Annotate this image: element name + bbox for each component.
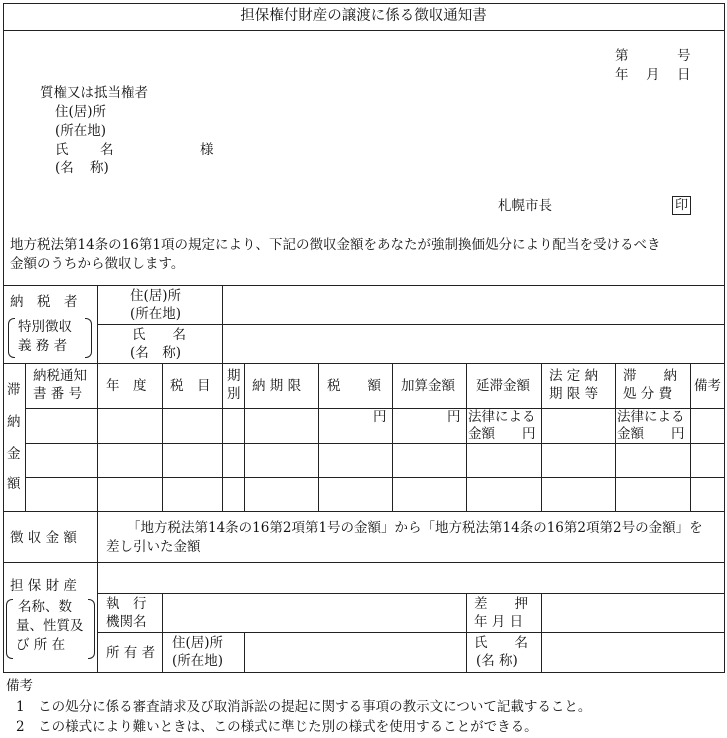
collection-bottom-line [3, 562, 725, 563]
tax-amount-yen: 円 [373, 409, 387, 425]
addressee-name-paren-2: 称) [90, 160, 109, 176]
addressee-honorific: 様 [200, 142, 214, 158]
arrears-col-line-6 [318, 363, 319, 511]
taxpayer-bracket-left [8, 318, 15, 358]
taxpayer-address-paren: (所在地) [130, 306, 182, 322]
taxpayer-name-label: 氏 名 [132, 327, 186, 343]
arrears-col-line-2 [97, 363, 98, 511]
header-additional: 加算金額 [401, 378, 455, 394]
intro-text-line2: 金額のうちから徴収します。 [10, 256, 185, 272]
additional-amount-yen: 円 [447, 409, 461, 425]
header-year: 年 度 [106, 378, 147, 394]
header-fee-2: 処 分 費 [623, 386, 673, 402]
arrears-bottom-line [3, 511, 725, 512]
taxpayer-bracket-right [85, 318, 92, 358]
document-number-suffix: 号 [677, 48, 691, 64]
seizure-date-label-1: 差 押 [474, 596, 528, 612]
arrears-col-line-7 [392, 363, 393, 511]
collateral-sub-3: び 所 在 [16, 637, 66, 653]
arrears-side-char-1: 滞 [7, 382, 21, 398]
arrears-col-line-11 [690, 363, 691, 511]
document-number-label: 第 [615, 48, 629, 64]
owner-name-label-1: 氏 名 [474, 635, 528, 651]
collateral-line-1 [97, 593, 725, 594]
arrears-col-line-9 [541, 363, 542, 511]
owner-address-label-2: (所在地) [172, 653, 224, 669]
owner-name-label-2: (名 称) [476, 653, 518, 669]
header-fee-1: 滞 納 [623, 368, 677, 384]
addressee-address-paren: (所在地) [55, 123, 107, 139]
owner-address-label-1: 住(居)所 [172, 635, 224, 651]
collateral-sub-2: 量、性質及 [16, 618, 84, 634]
arrears-col-line-3 [162, 363, 163, 511]
form-frame [3, 3, 725, 673]
date-year: 年 [615, 67, 629, 83]
header-notice-no-2: 書 番 号 [33, 386, 83, 402]
collection-text-line1: 「地方税法第14条の16第2項第1号の金額」から「地方税法第14条の16第2項第2号の金額」を [127, 520, 703, 536]
arrears-col-line-10 [615, 363, 616, 511]
collection-amount-label: 徴 収 金 額 [10, 530, 77, 546]
header-legal-2: 期 限 等 [549, 386, 599, 402]
header-notice-no-1: 納税通知 [33, 368, 87, 384]
addressee-name-label-1: 氏 [55, 142, 69, 158]
delinquent-note-1: 法律による [468, 409, 536, 425]
collateral-bracket-left [6, 599, 13, 659]
taxpayer-address-label: 住(居)所 [130, 288, 182, 304]
execution-agency-label-2: 機関名 [106, 614, 147, 630]
collateral-bracket-right [88, 599, 95, 659]
fee-note-2: 金額 円 [617, 426, 685, 442]
header-delinquent: 延滞金額 [476, 378, 530, 394]
taxpayer-sub-label-2: 義 務 者 [18, 338, 68, 354]
taxpayer-mid-line [97, 324, 725, 325]
taxpayer-name-paren: (名 称) [130, 345, 182, 361]
collateral-label: 担 保 財 産 [10, 578, 77, 594]
title-divider [3, 30, 725, 31]
collateral-col-4 [541, 593, 542, 673]
header-period-2: 別 [227, 386, 241, 402]
header-due-date: 納 期 限 [252, 378, 302, 394]
addressee-name-label-2: 名 [100, 142, 114, 158]
arrears-col-line-8 [466, 363, 467, 511]
arrears-col-line-5 [244, 363, 245, 511]
addressee-role: 質権又は抵当権者 [40, 85, 148, 101]
intro-text-line1: 地方税法第14条の16第1項の規定により、下記の徴収金額をあなたが強制換価処分により配当を受けるべき [10, 237, 661, 253]
execution-agency-label-1: 執 行 [106, 596, 147, 612]
collateral-line-2 [97, 632, 725, 633]
collection-divider [97, 511, 98, 673]
notes-item-1: 1 この処分に係る審査請求及び取消訴訟の提起に関する事項の教示文について記載すること。 [16, 699, 592, 715]
taxpayer-label: 納 税 者 [10, 294, 78, 310]
collateral-sub-1: 名称、数 [18, 599, 72, 615]
header-remarks: 備考 [694, 378, 721, 394]
table-top-line [3, 285, 725, 286]
arrears-side-char-2: 納 [7, 414, 21, 430]
arrears-row-line-2 [25, 477, 725, 478]
header-tax-amount: 税 額 [327, 378, 381, 394]
notes-title: 備考 [6, 678, 33, 694]
notes-item-2: 2 この様式により難いときは、この様式に準じた別の様式を使用することができる。 [16, 719, 538, 735]
arrears-col-line-4 [222, 363, 223, 511]
issuer-name: 札幌市長 [498, 198, 552, 214]
collateral-col-1 [162, 593, 163, 673]
arrears-row-line-1 [25, 443, 725, 444]
header-legal-1: 法 定 納 [549, 368, 599, 384]
header-period-1: 期 [227, 368, 241, 384]
arrears-col-line-1 [25, 363, 26, 511]
form-title: 担保権付財産の譲渡に係る徴収通知書 [240, 8, 487, 24]
taxpayer-sub-label-1: 特別徴収 [18, 319, 72, 335]
delinquent-note-2: 金額 円 [468, 426, 536, 442]
addressee-name-paren-1: (名 [55, 160, 74, 176]
date-month: 月 [646, 67, 660, 83]
arrears-top-line [3, 363, 725, 364]
collateral-col-2 [244, 632, 245, 673]
owner-label: 所 有 者 [106, 645, 156, 661]
seal-mark: 印 [672, 196, 691, 215]
header-tax-item: 税 目 [170, 378, 211, 394]
seizure-date-label-2: 年 月 日 [474, 614, 524, 630]
collection-text-line2: 差し引いた金額 [106, 539, 201, 555]
fee-note-1: 法律による [617, 409, 685, 425]
arrears-side-char-3: 金 [7, 446, 21, 462]
addressee-address-label: 住(居)所 [55, 104, 107, 120]
date-day: 日 [677, 67, 691, 83]
collateral-col-3 [466, 593, 467, 673]
arrears-side-char-4: 額 [7, 476, 21, 492]
